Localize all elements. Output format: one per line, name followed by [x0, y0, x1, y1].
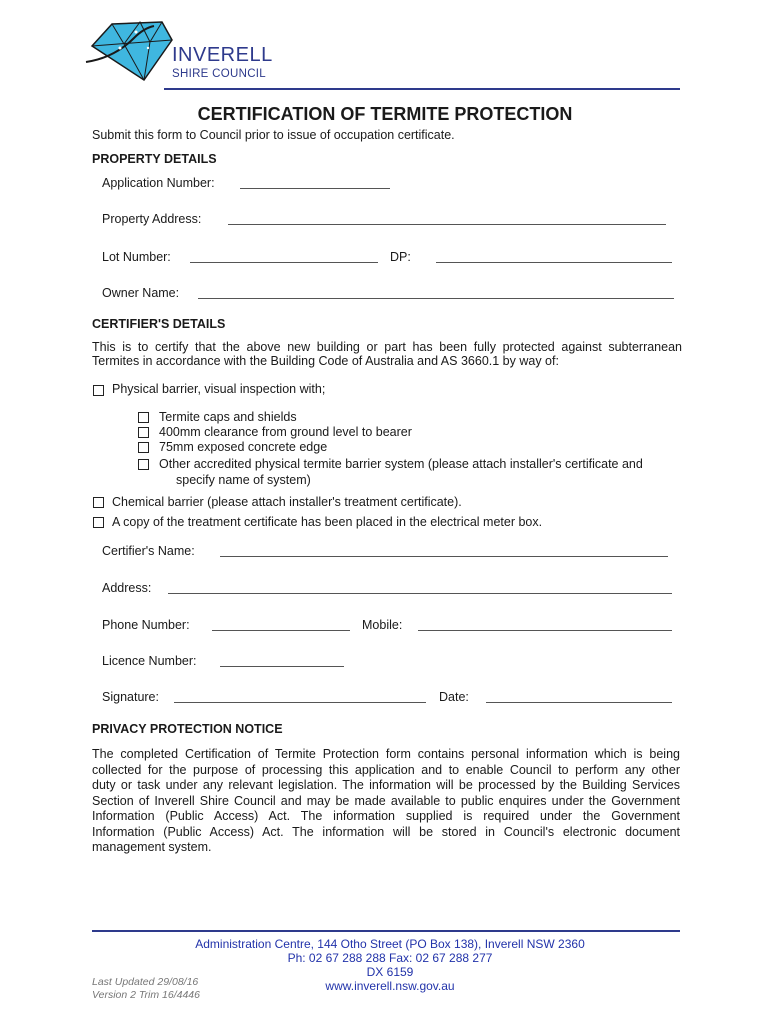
- licence-number-field[interactable]: [220, 666, 344, 667]
- treatment-copy-label: A copy of the treatment certificate has been placed in the electrical meter box.: [112, 515, 543, 529]
- date-label: Date:: [439, 690, 469, 704]
- last-updated: Last Updated 29/08/16: [92, 976, 199, 988]
- privacy-heading: PRIVACY PROTECTION NOTICE: [92, 722, 283, 736]
- page-title: CERTIFICATION OF TERMITE PROTECTION: [197, 104, 573, 124]
- certifier-name-label: Certifier's Name:: [102, 544, 195, 558]
- physical-barrier-checkbox[interactable]: [93, 385, 104, 396]
- dp-label: DP:: [390, 250, 411, 264]
- owner-name-field[interactable]: [198, 298, 674, 299]
- certifier-address-label: Address:: [102, 581, 152, 595]
- footer-dx: DX 6159: [366, 965, 414, 979]
- treatment-copy-checkbox[interactable]: [93, 517, 104, 528]
- concrete-edge-label: 75mm exposed concrete edge: [159, 440, 328, 454]
- signature-field[interactable]: [174, 702, 426, 703]
- physical-barrier-label: Physical barrier, visual inspection with;: [112, 382, 326, 396]
- phone-number-label: Phone Number:: [102, 618, 190, 632]
- dp-field[interactable]: [436, 262, 672, 263]
- org-name: INVERELL: [172, 44, 273, 66]
- certify-statement-line1: This is to certify that the above new building or part has been fully protected against subterranean: [92, 340, 682, 354]
- footer-website[interactable]: www.inverell.nsw.gov.au: [325, 979, 455, 993]
- mobile-field[interactable]: [418, 630, 672, 631]
- concrete-edge-checkbox[interactable]: [138, 442, 149, 453]
- version: Version 2 Trim 16/4446: [92, 989, 200, 1001]
- privacy-line: The completed Certification of Termite Protection form contains personal information which is being: [92, 747, 680, 761]
- certifier-address-field[interactable]: [168, 593, 672, 594]
- phone-number-field[interactable]: [212, 630, 350, 631]
- signature-label: Signature:: [102, 690, 159, 704]
- termite-caps-label: Termite caps and shields: [159, 410, 297, 424]
- clearance-checkbox[interactable]: [138, 427, 149, 438]
- licence-number-label: Licence Number:: [102, 654, 197, 668]
- other-system-continuation: specify name of system): [176, 473, 311, 487]
- clearance-label: 400mm clearance from ground level to bearer: [159, 425, 412, 439]
- intro-text: Submit this form to Council prior to issue of occupation certificate.: [92, 128, 455, 142]
- header-rule: [164, 88, 680, 90]
- certifier-details-heading: CERTIFIER'S DETAILS: [92, 317, 226, 331]
- diamond-logo-icon: [84, 18, 174, 84]
- property-address-field[interactable]: [228, 224, 666, 225]
- property-address-label: Property Address:: [102, 212, 202, 226]
- other-system-label: Other accredited physical termite barrier system (please attach installer's certificate and: [159, 457, 643, 471]
- privacy-line: Information (Public Access) Act. The information supplied is required under the Government: [92, 809, 680, 823]
- privacy-line: collected for the purpose of processing this application and to enable Council to perform any other: [92, 762, 680, 777]
- privacy-line: management system.: [92, 840, 212, 854]
- council-logo: [84, 18, 284, 84]
- application-number-label: Application Number:: [102, 176, 215, 190]
- privacy-line: Information (Public Access) Act. The information will be stored in Council's electronic document: [92, 824, 680, 839]
- footer-phone: Ph: 02 67 288 288 Fax: 02 67 288 277: [287, 951, 493, 965]
- lot-number-label: Lot Number:: [102, 250, 171, 264]
- org-subtitle: SHIRE COUNCIL: [172, 68, 266, 80]
- chemical-barrier-label: Chemical barrier (please attach installer's treatment certificate).: [112, 495, 462, 509]
- termite-caps-checkbox[interactable]: [138, 412, 149, 423]
- property-details-heading: PROPERTY DETAILS: [92, 152, 217, 166]
- privacy-line: duty or task under any relevant legislation. The information will be processed by the Building Services: [92, 778, 680, 792]
- owner-name-label: Owner Name:: [102, 286, 180, 300]
- footer-address: Administration Centre, 144 Otho Street (PO Box 138), Inverell NSW 2360: [195, 937, 585, 951]
- footer-rule: [92, 930, 680, 932]
- other-system-checkbox[interactable]: [138, 459, 149, 470]
- privacy-line: Section of Inverell Shire Council and may be made available to public enquires under the Government: [92, 793, 680, 808]
- chemical-barrier-checkbox[interactable]: [93, 497, 104, 508]
- certify-statement-line2: Termites in accordance with the Building Code of Australia and AS 3660.1 by way of:: [92, 354, 559, 368]
- lot-number-field[interactable]: [190, 262, 378, 263]
- application-number-field[interactable]: [240, 188, 390, 189]
- privacy-notice: [92, 747, 680, 856]
- mobile-label: Mobile:: [362, 618, 403, 632]
- footer-contact: [120, 937, 660, 993]
- date-field[interactable]: [486, 702, 672, 703]
- certifier-name-field[interactable]: [220, 556, 668, 557]
